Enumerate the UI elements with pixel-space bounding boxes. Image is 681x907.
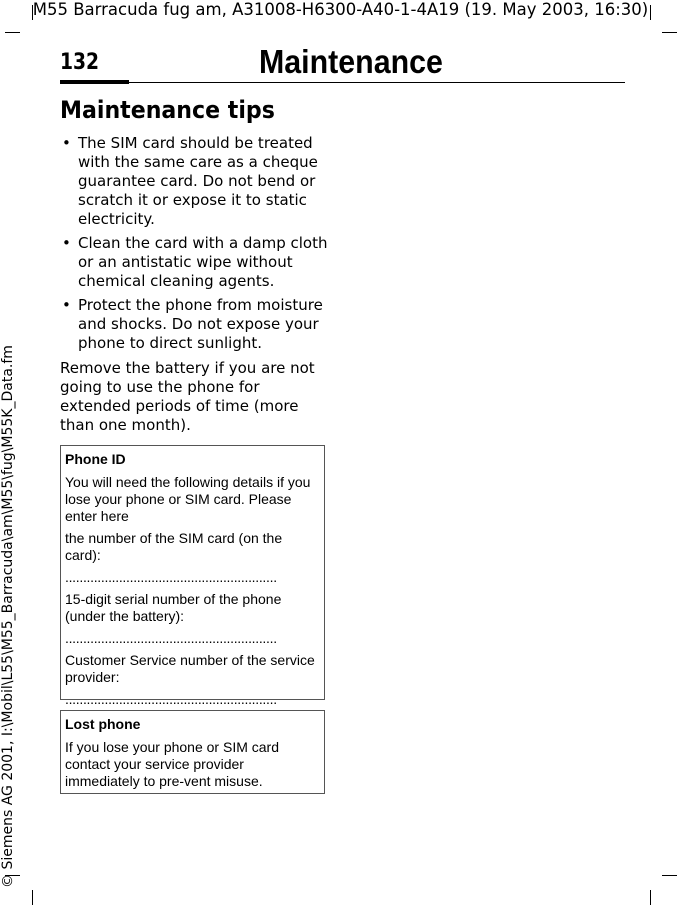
service-number-label: Customer Service number of the service provider: [65,652,315,685]
lost-phone-text: If you lose your phone or SIM card contact your service provider immediately to pre-vent misuse. [65,739,279,789]
bullet-icon: • [62,134,71,152]
running-header: M55 Barracuda fug am, A31008-H6300-A40-1-4A19 (19. May 2003, 16:30) [32,0,649,19]
list-item [60,234,328,291]
bullet-icon: • [62,296,71,314]
sim-number-label: the number of the SIM card (on the card): [65,530,283,563]
tips-list [60,134,328,358]
sim-number-blank: ........................................................... [65,569,277,585]
page-number: 132 [60,50,100,75]
copyright-side-note: © Siemens AG 2001, I:\Mobil\L55\M55_Barracuda\am\M55\fug\M55K_Data.fm [0,345,16,888]
tip-text: The SIM card should be treated with the same care as a cheque guarantee card. Do not bend or scratch it or expose it to static electricity. [78,134,318,228]
page-title: Maintenance [259,43,443,80]
page-number-rule [60,80,129,84]
service-number-blank: ........................................................... [65,691,277,707]
serial-number-blank: ........................................................... [65,630,277,646]
list-item [60,296,328,353]
crop-mark-bottom-right [650,890,651,905]
battery-note: Remove the battery if you are not going to use the phone for extended periods of time (more than one month). [60,359,315,434]
crop-mark-bottom-right [662,875,677,876]
tip-text: Clean the card with a damp cloth or an antistatic wipe without chemical cleaning agents. [78,234,328,290]
crop-mark-top-left [5,32,20,33]
header-rule [60,82,625,83]
section-title: Maintenance tips [60,96,275,124]
crop-mark-top-right [662,32,677,33]
lost-phone-box [60,710,325,794]
lost-phone-title: Lost phone [65,716,141,732]
phone-id-title: Phone ID [65,451,126,467]
phone-id-box [60,445,325,707]
crop-mark-bottom-left [32,890,33,905]
tip-text: Protect the phone from moisture and shocks. Do not expose your phone to direct sunlight. [78,296,323,352]
bullet-icon: • [62,234,71,252]
serial-number-label: 15-digit serial number of the phone (under the battery): [65,591,282,624]
phone-id-intro: You will need the following details if you lose your phone or SIM card. Please enter here [65,474,311,524]
list-item [60,134,328,229]
